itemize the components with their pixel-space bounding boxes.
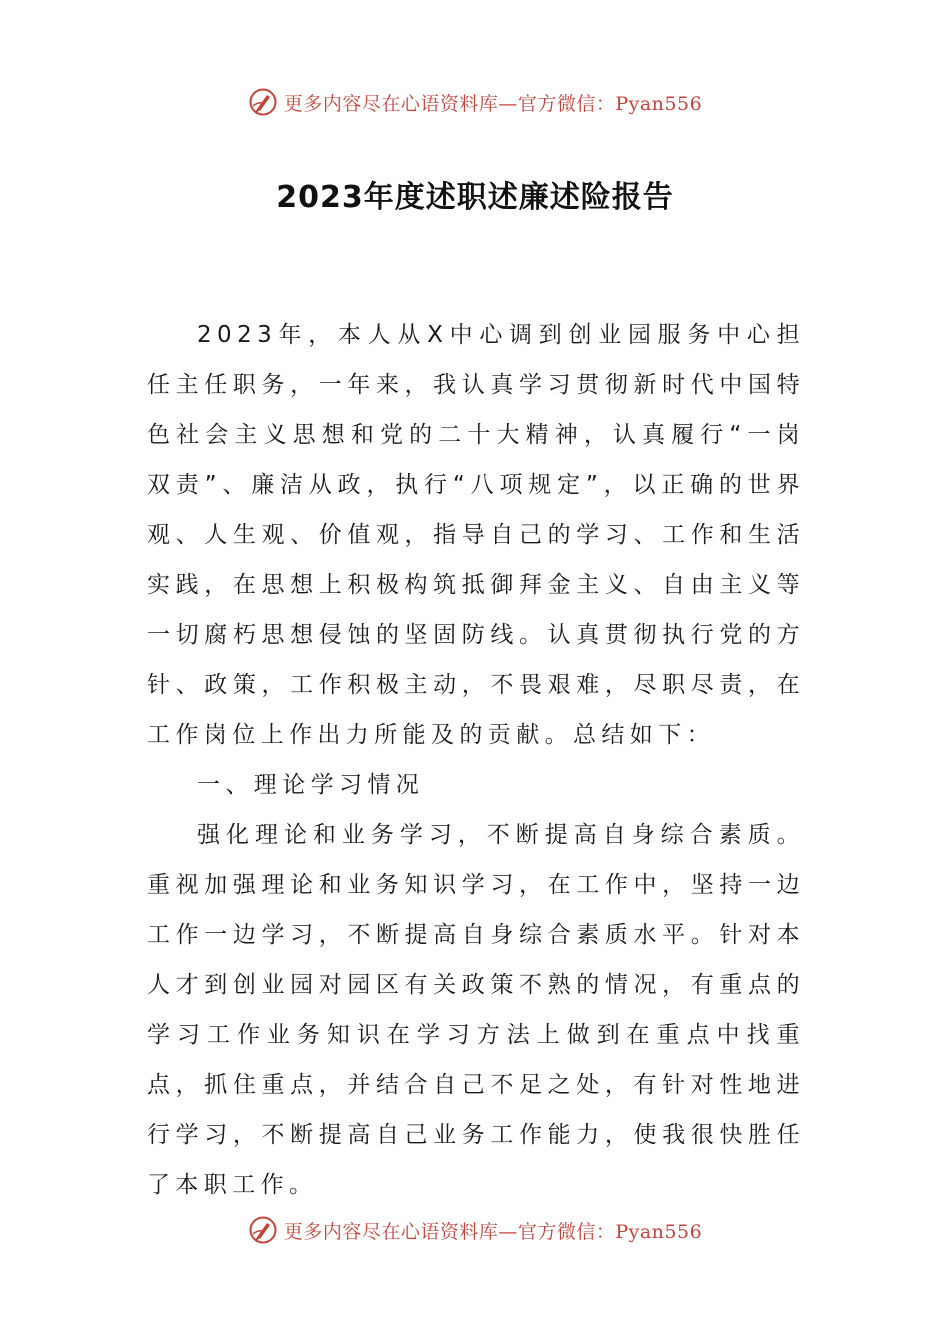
watermark-dash: — [498,1220,518,1243]
section-heading-theory-study: 一、理论学习情况 [197,772,425,798]
watermark-dash: — [498,92,518,115]
paragraph-intro: 2023年，本人从X中心调到创业园服务中心担任主任职务，一年来，我认真学习贯彻新时代中国特色社会主义思想和党的二十大精神，认真履行“一岗双责”、廉洁从政，执行“八项规定”，以正确的世界观、人生观、价值观，指导自己的学习、工作和生活实践，在思想上积极构筑抵御拜金主义、自由主义等一切腐朽思想侵蚀的坚固防线。认真贯彻执行党的方针、政策，工作积极主动，不畏艰难，尽职尽责，在工作岗位上作出力所能及的贡献。总结如下： [147,322,805,748]
watermark-text [284,1217,702,1244]
document-body [147,310,805,1210]
watermark-main: 更多内容尽在心语资料库 [283,1220,499,1243]
pen-logo-icon [248,1215,278,1245]
document-title: 2023年度述职述廉述险报告 [276,180,674,215]
watermark-text [284,89,702,116]
footer-watermark [0,1210,950,1250]
watermark-contact: 官方微信：Pyan556 [517,1220,703,1243]
watermark-main: 更多内容尽在心语资料库 [283,92,499,115]
watermark-contact: 官方微信：Pyan556 [517,92,703,115]
paragraph-theory-study: 强化理论和业务学习，不断提高自身综合素质。重视加强理论和业务知识学习，在工作中，坚持一边工作一边学习，不断提高自身综合素质水平。针对本人才到创业园对园区有关政策不熟的情况，有重点的学习工作业务知识在学习方法上做到在重点中找重点，抓住重点，并结合自己不足之处，有针对性地进行学习，不断提高自己业务工作能力，使我很快胜任了本职工作。 [147,822,805,1198]
header-watermark [0,82,950,122]
pen-logo-icon [248,87,278,117]
